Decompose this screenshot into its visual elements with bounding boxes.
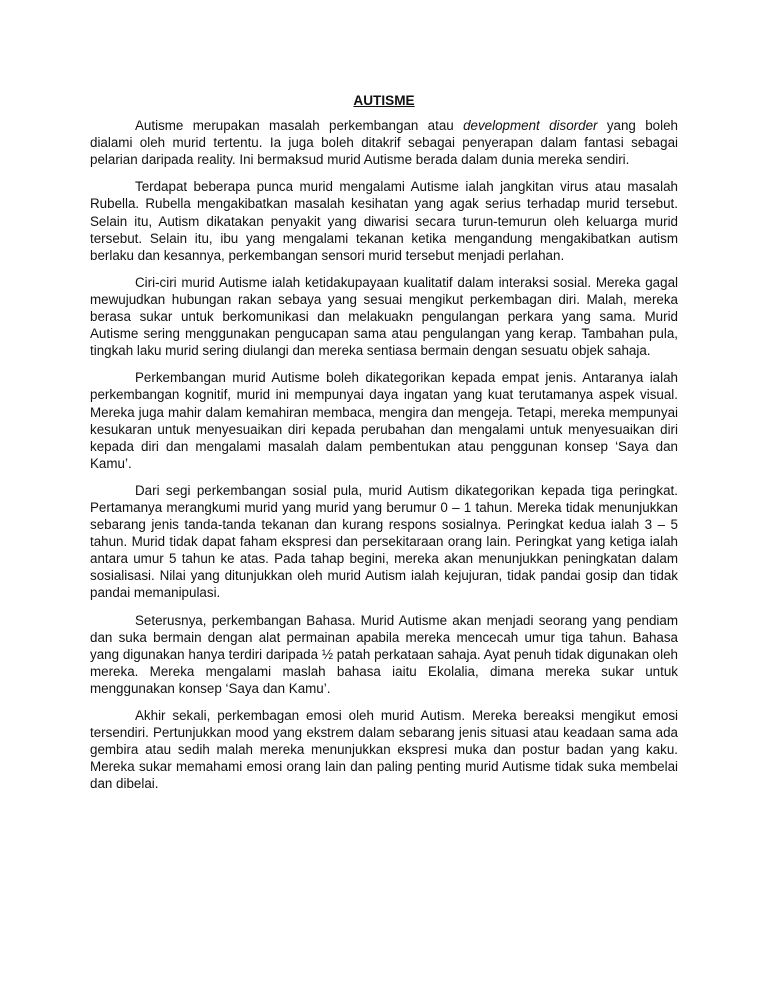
document-title: AUTISME (353, 93, 415, 108)
paragraph-text: Autisme merupakan masalah perkembangan atau (135, 118, 464, 134)
paragraph-emotion: Akhir sekali, perkembagan emosi oleh murid Autism. Mereka bereaksi mengikut emosi tersendiri. Pertunjukkan mood yang ekstrem dalam sebarang jenis situasi atau keadaan sama ada gembira atau sedih malah mereka menunjukkan ekspresi muka dan postur badan yang kaku. Mereka sukar memahami emosi orang lain dan paling penting murid Autisme tidak suka membelai dan dibelai. (90, 708, 678, 792)
paragraph-cognitive: Perkembangan murid Autisme boleh dikategorikan kepada empat jenis. Antaranya ialah perkembangan kognitif, murid ini mempunyai daya ingatan yang kuat terutamanya aspek visual. Mereka juga mahir dalam kemahiran membaca, mengira dan mengeja. Tetapi, mereka mempunyai kesukaran untuk menyesuaikan diri kepada perubahan dan mengalami untuk menyesuaikan diri kepada diri dan mengalami masalah dalam pembentukan atau penggunan konsep ‘Saya dan Kamu’. (90, 370, 678, 471)
paragraph-causes: Terdapat beberapa punca murid mengalami Autisme ialah jangkitan virus atau masalah Rubella. Rubella mengakibatkan masalah kesihatan yang agak serius terhadap murid tersebut. Selain itu, Autism dikatakan penyakit yang diwarisi secara turun-temurun oleh keluarga murid tersebut. Selain itu, ibu yang mengalami tekanan ketika mengandung mengakibatkan autism berlaku dan kesannya, perkembangan sensori murid tersebut menjadi perlahan. (90, 179, 678, 263)
paragraph-text: yang boleh dialami oleh murid tertentu. Ia juga boleh ditakrif sebagai penyerapan dalam fantasi sebagai pelarian daripada reality. Ini bermaksud murid Autisme berada dalam dunia mereka sendiri. (90, 118, 678, 168)
paragraph-definition (90, 117, 678, 168)
document-page (90, 92, 678, 802)
paragraph-social: Dari segi perkembangan sosial pula, murid Autism dikategorikan kepada tiga peringkat. Pertamanya merangkumi murid yang murid yang berumur 0 – 1 tahun. Mereka tidak menunjukkan sebarang jenis tanda-tanda tekanan dan kurang respons sosialnya. Peringkat kedua ialah 3 – 5 tahun. Murid tidak dapat faham ekspresi dan persekitaraan orang lain. Peringkat yang ketiga ialah antara umur 5 tahun ke atas. Pada tahap begini, mereka akan menunjukkan peningkatan dalam sosialisasi. Nilai yang ditunjukkan oleh murid Autism ialah kejujuran, tidak pandai gosip dan tidak pandai memanipulasi. (90, 482, 678, 601)
paragraph-language: Seterusnya, perkembangan Bahasa. Murid Autisme akan menjadi seorang yang pendiam dan suka bermain dengan alat permainan apabila mereka mencecah umur tiga tahun. Bahasa yang digunakan hanya terdiri daripada ½ patah perkataan sahaja. Ayat penuh tidak digunakan oleh mereka. Mereka mengalami maslah bahasa iaitu Ekolalia, dimana mereka sukar untuk menggunakan konsep ‘Saya dan Kamu’. (90, 612, 678, 696)
paragraph-characteristics: Ciri-ciri murid Autisme ialah ketidakupayaan kualitatif dalam interaksi sosial. Mereka gagal mewujudkan hubungan rakan sebaya yang sesuai mengikut perkembagan diri. Malah, mereka berasa sukar untuk berkomunikasi dan melakuakn pengulangan perkara yang sama. Murid Autisme sering menggunakan pengucapan sama atau pengulangan yang kerap. Tambahan pula, tingkah laku murid sering diulangi dan mereka sentiasa bermain dengan sesuatu objek sahaja. (90, 274, 678, 359)
emphasis-text: development disorder (463, 118, 598, 134)
